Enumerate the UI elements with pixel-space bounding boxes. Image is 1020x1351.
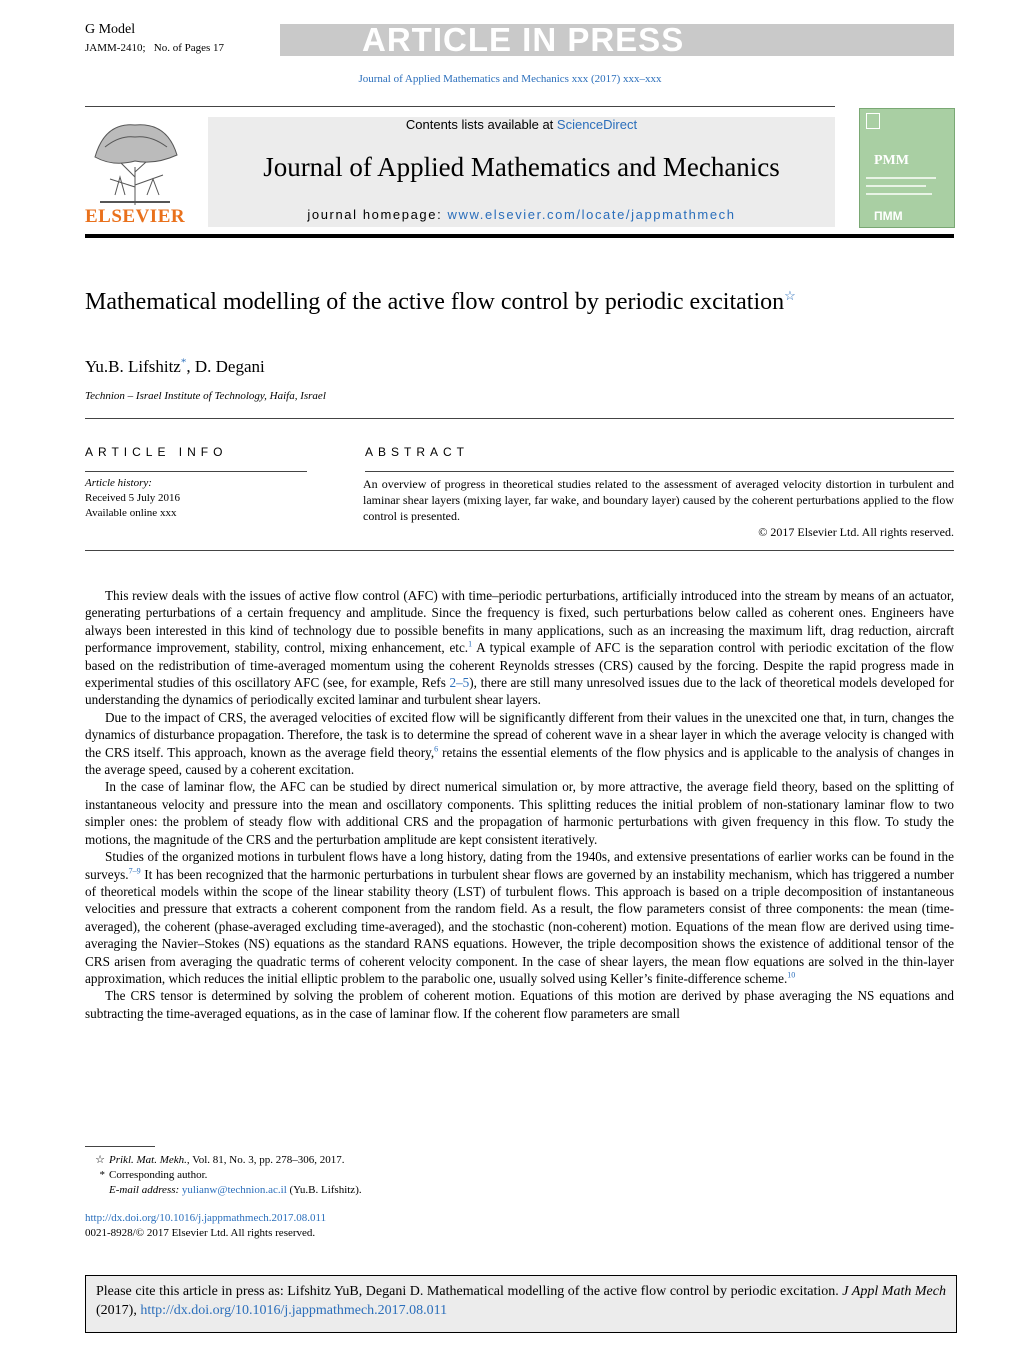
email-owner: (Yu.B. Lifshitz). xyxy=(286,1184,362,1196)
reference-link[interactable]: 7–9 xyxy=(128,866,141,876)
online-date: Available online xxx xyxy=(85,507,177,519)
cover-emblem-icon xyxy=(866,113,880,129)
reference-link[interactable]: 6 xyxy=(434,744,439,754)
doi-link[interactable]: http://dx.doi.org/10.1016/j.jappmathmech.2017.08.011 xyxy=(85,1212,327,1224)
author-name[interactable]: Yu.B. Lifshitz xyxy=(85,357,181,376)
article-info-heading: ARTICLE INFO xyxy=(85,445,228,459)
homepage-link[interactable]: www.elsevier.com/locate/jappmathmech xyxy=(447,207,736,222)
page-count: No. of Pages 17 xyxy=(153,42,225,54)
paragraph: The CRS tensor is determined by solving the problem of coherent motion. Equations of this motion are derived by phase averaging the NS equations and subtracting the time-averaged equations, as in the case of laminar flow. If the coherent flow parameters are small xyxy=(85,988,954,1021)
contents-prefix: Contents lists available at xyxy=(405,117,557,132)
paragraph-text: A typical example of AFC is the separation control with periodic excitation of the flow based on the redistribution of time-averaged momentum using the coherent Reynolds stresses (CRS) caused by the forcing. Despite the rapid progress made in experimental studies of this oscillatory AFC (see, for example, Refs xyxy=(85,640,954,691)
footnote-mark: * xyxy=(99,1169,105,1181)
abstract-copyright: © 2017 Elsevier Ltd. All rights reserved. xyxy=(758,525,954,539)
footnote-text: , Vol. 81, No. 3, pp. 278–306, 2017. xyxy=(186,1154,345,1166)
header-bottom-rule xyxy=(85,234,954,238)
corresponding-author-mark[interactable]: * xyxy=(180,356,187,369)
manuscript-id xyxy=(85,42,224,54)
reference-link[interactable]: 1 xyxy=(468,639,473,649)
abstract-rule xyxy=(365,471,954,472)
journal-title: Journal of Applied Mathematics and Mechanics xyxy=(263,152,780,182)
paragraph xyxy=(85,848,954,987)
author-name[interactable]: D. Degani xyxy=(194,357,265,376)
footnote-journal: Prikl. Mat. Mekh. xyxy=(109,1154,187,1166)
citation-box xyxy=(85,1275,957,1333)
paragraph xyxy=(85,709,954,779)
cover-line xyxy=(866,193,932,195)
paragraph-text: retains the essential elements of the flow physics and is applicable to the analysis of changes in the average speed, caused by a coherent excitation. xyxy=(85,744,954,778)
abstract-text: An overview of progress in theoretical studies related to the assessment of averaged velocity distortion in turbulent and laminar shear layers (mixing layer, far wake, and boundary layer) caused by the coherent perturbations applied to the flow control is presented. xyxy=(363,477,954,523)
footnote xyxy=(85,1168,362,1183)
journal-reference-link[interactable]: Journal of Applied Mathematics and Mechanics xxx (2017) xxx–xxx xyxy=(358,73,662,85)
reference-link[interactable]: 2–5 xyxy=(449,675,470,691)
article-info-rule xyxy=(85,471,307,472)
email-link[interactable]: yulianw@technion.ac.il xyxy=(181,1184,287,1196)
citation-text: Please cite this article in press as: Lifshitz YuB, Degani D. Mathematical modelling of the active flow control by periodic excitation. xyxy=(96,1284,843,1299)
cover-line xyxy=(866,185,926,187)
author-separator: , xyxy=(186,357,195,376)
received-date: Received 5 July 2016 xyxy=(85,492,181,504)
reference-link[interactable]: 10 xyxy=(787,970,796,980)
issn-line: 0021-8928/© 2017 Elsevier Ltd. All rights reserved. xyxy=(85,1227,316,1239)
jamm-id: JAMM-2410; xyxy=(85,42,146,54)
footnotes xyxy=(85,1153,362,1198)
footnote-mark: ☆ xyxy=(95,1154,105,1166)
paragraph xyxy=(85,587,954,709)
author-list xyxy=(85,357,265,377)
cover-abbrev: PMM xyxy=(874,153,909,168)
article-title xyxy=(85,287,845,317)
paragraph-text: This review deals with the issues of active flow control (AFC) with time–periodic perturbations, artificially introduced into the stream by means of an actuator, generating perturbations of a certain frequency and amplitude. Since the frequency is fixed, such perturbations below called as coherent ones. Engineers have always been interested in this kind of technology due to possible benefits in many applications, such as an increasing the maximum lift, drag reduction, aircraft performance improvement, stability, control, mixing enhancement, etc. xyxy=(85,588,954,656)
cover-bottom-label: ПММ xyxy=(874,209,903,223)
cover-line xyxy=(866,177,936,179)
contents-line xyxy=(208,117,835,132)
footnote xyxy=(85,1153,362,1168)
header-top-rule xyxy=(85,106,835,107)
affiliation: Technion – Israel Institute of Technology, Haifa, Israel xyxy=(85,390,326,402)
citation-year: (2017), xyxy=(96,1303,141,1318)
publisher-name: ELSEVIER xyxy=(85,206,186,227)
article-in-press-label: ARTICLE IN PRESS xyxy=(362,21,685,58)
citation-journal: J Appl Math Mech xyxy=(842,1284,946,1299)
homepage-prefix: journal homepage: xyxy=(307,207,448,222)
paragraph-text: It has been recognized that the harmonic perturbations in turbulent shear flows are governed by an instability mechanism, which has triggered a number of theoretical models within the scope of the linear stability theory (LST) of turbulent flows. This approach is based on a triple decomposition of instantaneous velocities and pressure that extracts a coherent component from the random field. As a result, the flow parameters consist of three components: the mean (time-averaged), the coherent (phase-averaged excluding time-averaged), and the stochastic (non-coherent) motion. Equations of the mean flow are derived using time-averaging the Navier–Stokes (NS) equations as the standard RANS equations. However, the triple decomposition shows the existence of additional tensor of the CRS arisen from averaging the quadratic terms of coherent velocity component. In the case of shear layers, the mean flow equations are solved in the thin-layer approximation, which reduces the initial elliptic problem to the parabolic one, usually solved using Keller’s finite-difference scheme. xyxy=(85,866,954,986)
section-rule xyxy=(85,550,954,551)
paragraph-text: Studies of the organized motions in turbulent flows have a long history, dating from the 1940s, and extensive presentations of earlier works can be found in the surveys. xyxy=(85,849,954,882)
citation-doi-link[interactable]: http://dx.doi.org/10.1016/j.jappmathmech.2017.08.011 xyxy=(140,1303,448,1318)
title-footnote-star[interactable]: ☆ xyxy=(784,288,796,303)
footnote xyxy=(85,1183,362,1198)
email-label: E-mail address: xyxy=(109,1184,180,1196)
paragraph: In the case of laminar flow, the AFC can be studied by direct numerical simulation or, by more attractive, the average field theory, based on the splitting of instantaneous velocity and pressure into the mean and oscillatory components. This splitting reduces the initial problem of non-stationary laminar flow to two simpler ones: the problem of steady flow with additional CRS and the propagation of harmonic perturbations with given frequency in this flow. To study the motions, the magnitude of the CRS and the perturbation amplitude are kept consistent iteratively. xyxy=(85,779,954,847)
sciencedirect-link[interactable]: ScienceDirect xyxy=(556,117,638,132)
paragraph-text: ), there are still many unresolved issues due to the lack of theoretical models developed for understanding the dynamics of periodically excited laminar and turbulent shear layers. xyxy=(85,675,954,708)
journal-cover-image xyxy=(859,108,955,228)
article-body xyxy=(85,587,954,1022)
footnote-text: Corresponding author. xyxy=(109,1169,208,1181)
article-history xyxy=(85,476,180,521)
g-model-label: G Model xyxy=(85,22,136,37)
section-rule xyxy=(85,418,954,419)
abstract-heading: ABSTRACT xyxy=(365,445,470,459)
history-label: Article history: xyxy=(85,477,152,489)
homepage-line xyxy=(208,207,835,222)
footnote-rule xyxy=(85,1146,155,1147)
paragraph-text: Due to the impact of CRS, the averaged velocities of excited flow will be significantly different from their values in the unexcited one that, in turn, changes the dynamics of disturbance propagation. Therefore, the task is to determine the spread of coherent wave in a shear layer in which the average velocity is changed with the CRS itself. This approach, known as the average field theory, xyxy=(85,709,954,760)
article-title-text: Mathematical modelling of the active flow control by periodic excitation xyxy=(85,289,785,315)
